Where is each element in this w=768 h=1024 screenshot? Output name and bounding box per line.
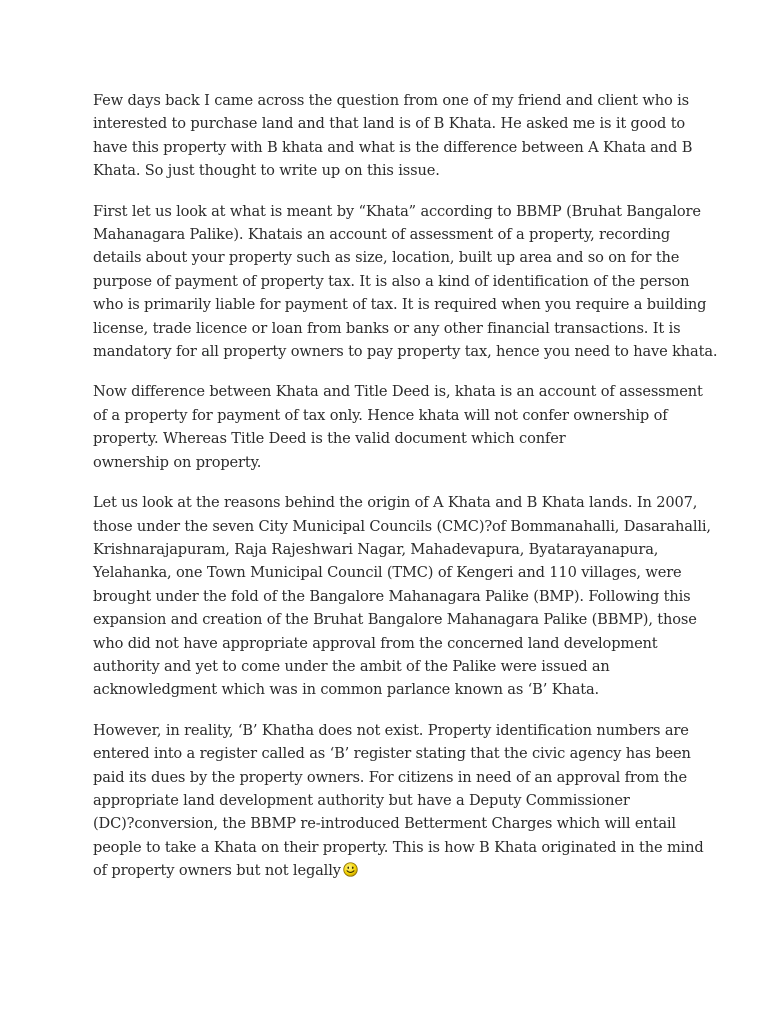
text-line: entered into a register called as ‘B’ register stating that the civic agency has been <box>93 745 691 763</box>
text-line: those under the seven City Municipal Councils (CMC)?of Bommanahalli, Dasarahalli, <box>93 517 711 535</box>
paragraph-origin <box>93 491 711 702</box>
text-line: Few days back I came across the question from one of my friend and client who is <box>93 92 689 109</box>
text-line: Now difference between Khata and Title Deed is, khata is an account of assessment <box>93 383 703 401</box>
text-line: have this property with B khata and what is the difference between A Khata and B <box>93 138 693 156</box>
text-line: (DC)?conversion, the BBMP re-introduced Betterment Charges which will entail <box>93 815 676 833</box>
document-body <box>93 89 718 900</box>
paragraph-reality <box>93 719 704 883</box>
text-line: mandatory for all property owners to pay property tax, hence you need to have khata. <box>93 343 718 361</box>
text-line: Mahanagara Palike). Khatais an account of assessment of a property, recording <box>93 226 671 244</box>
text-line: license, trade licence or loan from banks or any other financial transactions. It is <box>93 319 681 337</box>
text-line: acknowledgment which was in common parlance known as ‘B’ Khata. <box>93 681 600 699</box>
paragraph-intro <box>93 89 693 183</box>
paragraph-khata-meaning <box>93 200 718 364</box>
text-line: However, in reality, ‘B’ Khatha does not exist. Property identification numbers are <box>93 721 689 739</box>
text-line: purpose of payment of property tax. It is also a kind of identification of the person <box>93 272 690 290</box>
last-line-with-emoticon <box>93 859 683 882</box>
text-line: people to take a Khata on their property. This is how B Khata originated in the mind <box>93 838 704 856</box>
text-line: of a property for payment of tax only. Hence khata will not confer ownership of <box>93 406 668 424</box>
text-line: details about your property such as size, location, built up area and so on for the <box>93 249 680 267</box>
text-line: who is primarily liable for payment of tax. It is required when you require a building <box>93 296 707 314</box>
text-line: paid its dues by the property owners. For citizens in need of an approval from the <box>93 768 688 786</box>
text-line: authority and yet to come under the ambit of the Palike were issued an <box>93 657 610 675</box>
paragraph-khata-vs-title-deed <box>93 380 703 474</box>
text-line: ownership on property. <box>93 453 262 471</box>
text-line: who did not have appropriate approval from the concerned land development <box>93 634 658 652</box>
text-line: Yelahanka, one Town Municipal Council (TMC) of Kengeri and 110 villages, were <box>93 564 682 582</box>
text-line: brought under the fold of the Bangalore Mahanagara Palike (BMP). Following this <box>93 587 691 605</box>
text-line: property. Whereas Title Deed is the valid document which confer <box>93 430 566 448</box>
smiley-icon <box>343 862 358 877</box>
text-line: appropriate land development authority but have a Deputy Commissioner <box>93 791 630 809</box>
text-line: expansion and creation of the Bruhat Bangalore Mahanagara Palike (BBMP), those <box>93 611 697 629</box>
text-line: First let us look at what is meant by “Khata” according to BBMP (Bruhat Bangalore <box>93 202 701 220</box>
text-line: Let us look at the reasons behind the origin of A Khata and B Khata lands. In 2007, <box>93 494 698 512</box>
text-line: interested to purchase land and that land is of B Khata. He asked me is it good to <box>93 115 686 133</box>
text-line: Krishnarajapuram, Raja Rajeshwari Nagar, Mahadevapura, Byatarayanapura, <box>93 540 659 558</box>
text-line: of property owners but not legally <box>93 862 341 880</box>
text-line: Khata. So just thought to write up on this issue. <box>93 162 440 180</box>
